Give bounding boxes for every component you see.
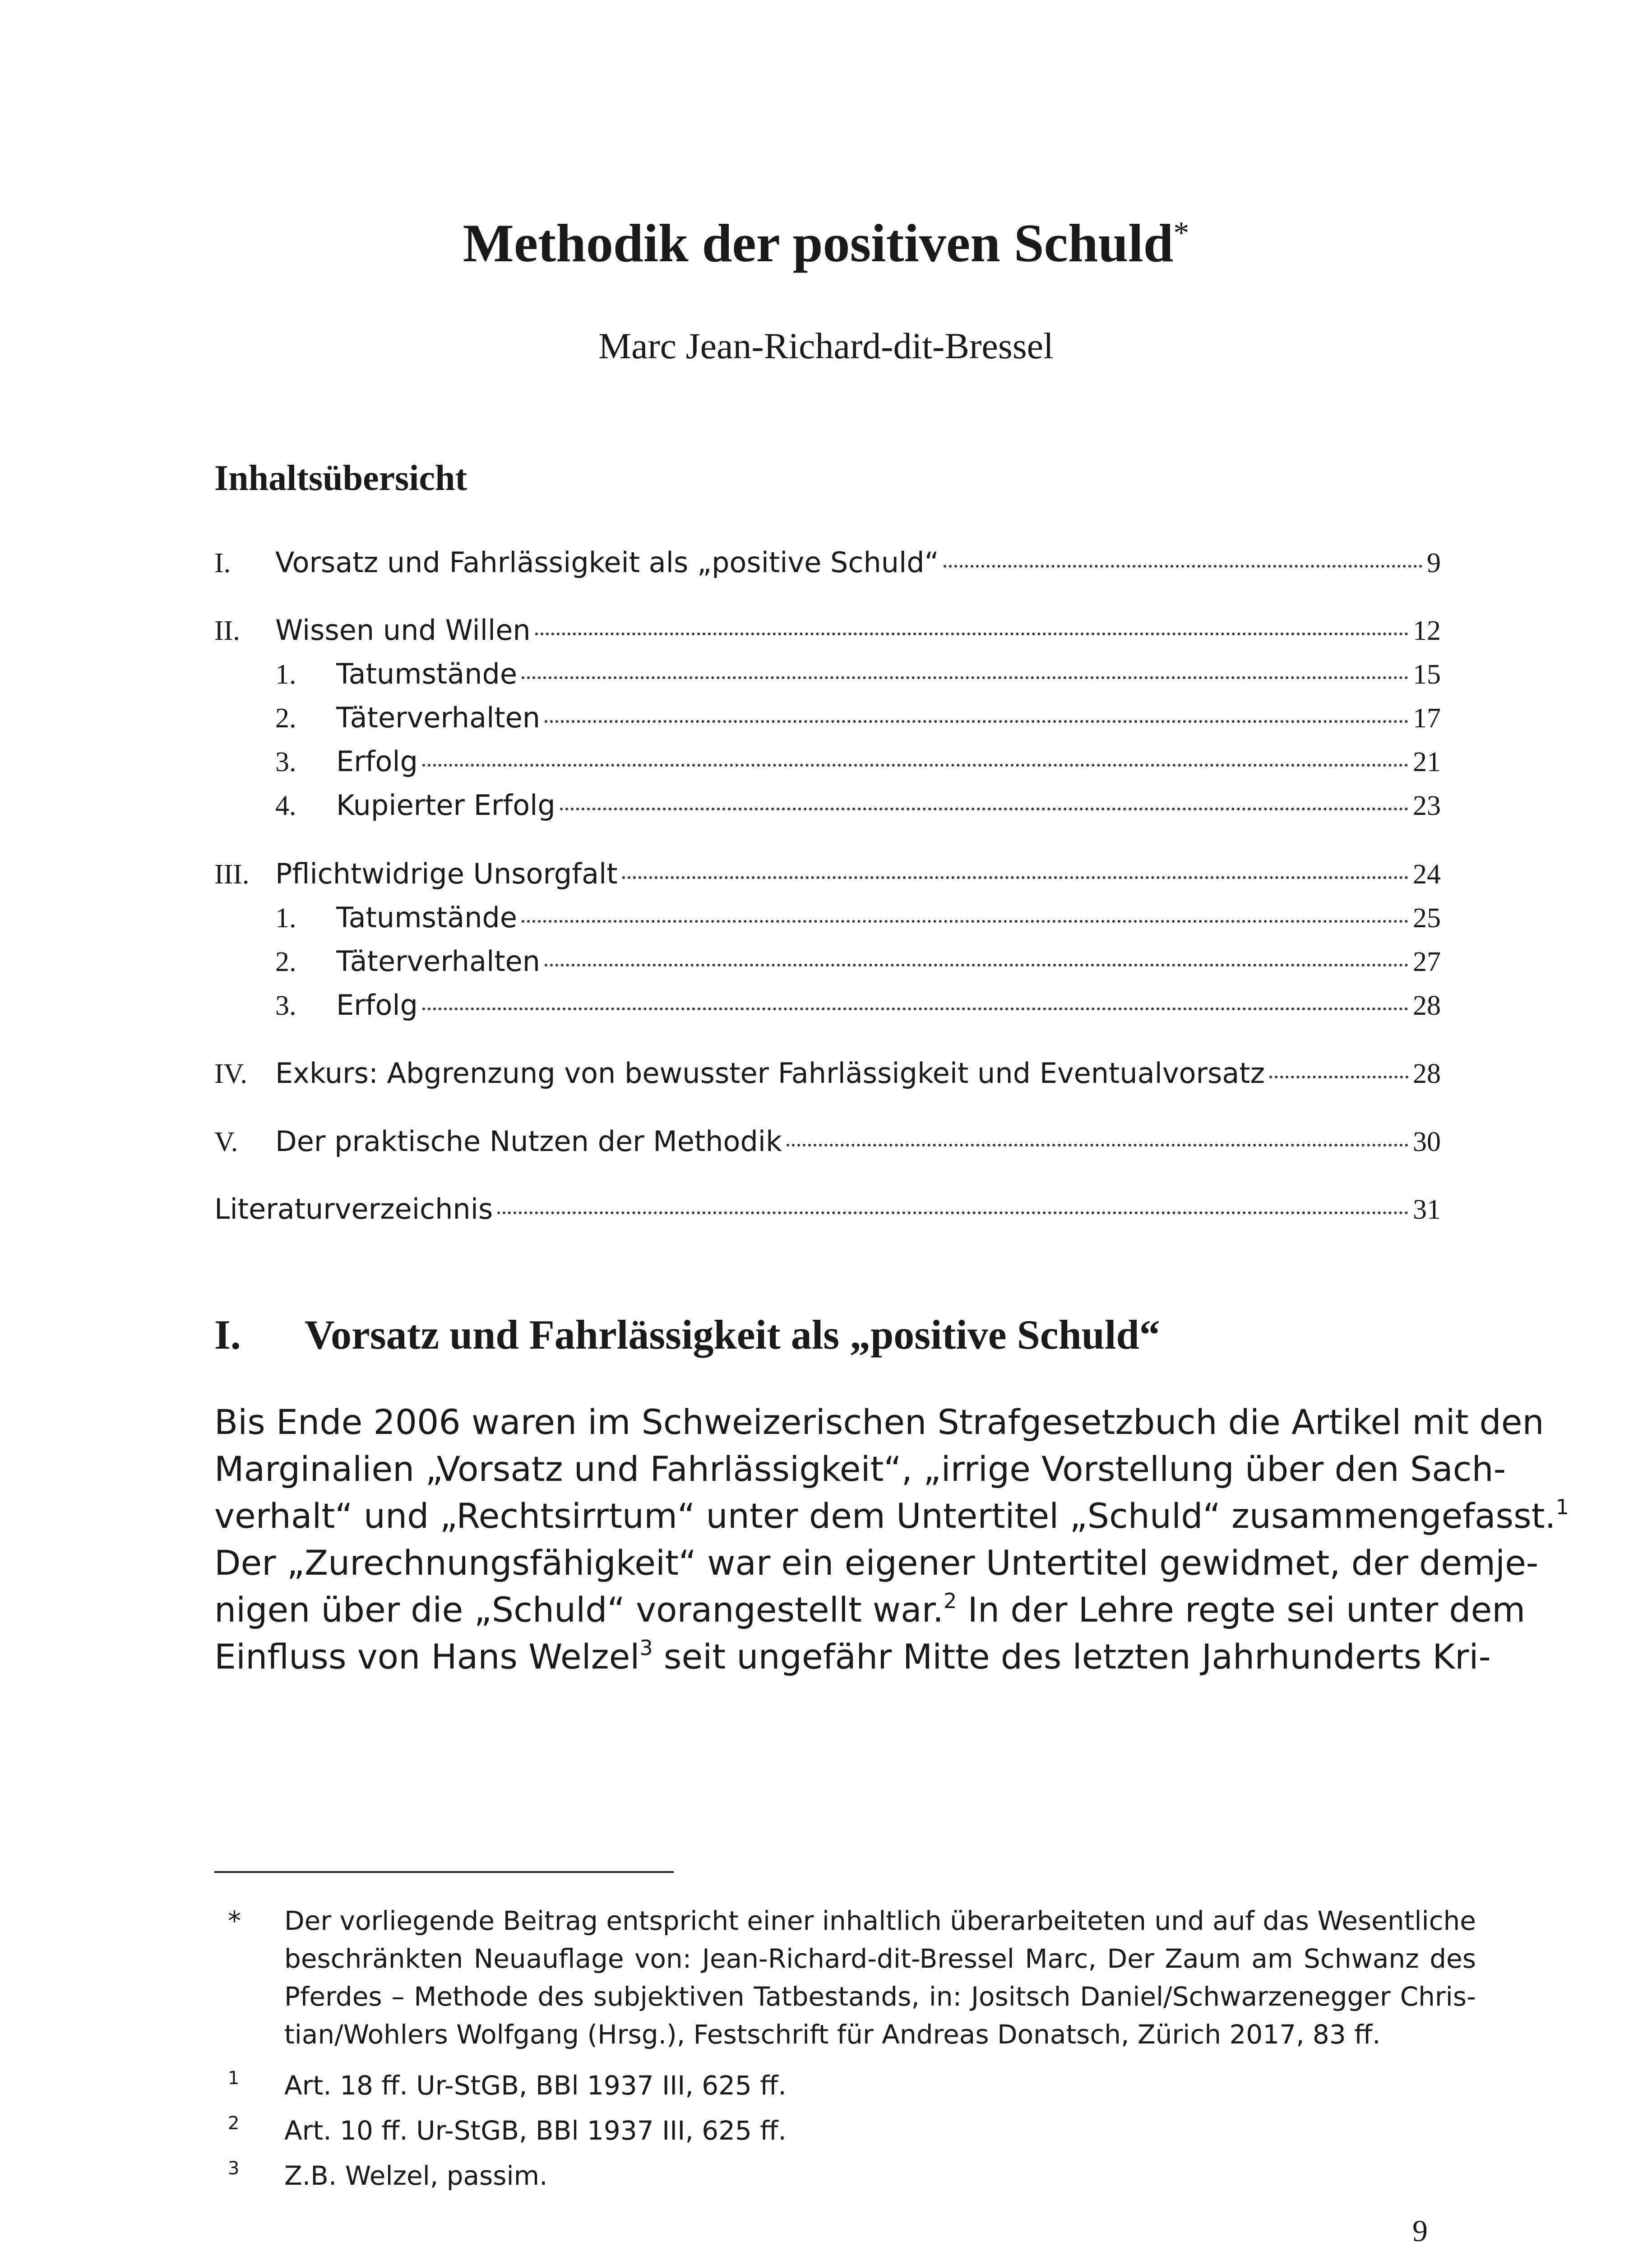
toc-entry-page: 12 [1413, 615, 1441, 646]
footnote-marker: * [228, 1905, 241, 1936]
toc-leader-dots [560, 808, 1408, 810]
toc-entry-number: 4. [275, 791, 296, 821]
toc-entry [214, 614, 1441, 650]
toc-entry-number: II. [214, 615, 240, 646]
toc-entry-label: Täterverhalten [336, 945, 541, 978]
footnote-reference[interactable]: 1 [1555, 1495, 1569, 1519]
toc-heading: Inhaltsübersicht [214, 458, 467, 498]
toc-entry [214, 546, 1441, 582]
title-text: Methodik der positiven Schuld [463, 213, 1174, 273]
toc-entry-label: Wissen und Willen [275, 614, 531, 647]
footnote-text: Art. 10 ff. Ur-StGB, BBl 1937 III, 625 ff. [284, 2115, 787, 2146]
section-number: I. [214, 1312, 241, 1358]
toc-entry-number: 2. [275, 947, 296, 977]
footnote-item [214, 2112, 1441, 2150]
footnote-text: Art. 18 ff. Ur-StGB, BBl 1937 III, 625 ff. [284, 2070, 787, 2101]
toc-leader-dots [545, 720, 1408, 723]
toc-entry-number: I. [214, 548, 231, 578]
toc-leader-dots [1269, 1076, 1408, 1078]
toc-entry-number: 2. [275, 703, 296, 734]
toc-entry-page: 17 [1413, 703, 1441, 734]
toc-subentry [275, 789, 1441, 825]
toc-entry-label: Vorsatz und Fahrlässigkeit als „positive Schuld“ [275, 546, 939, 579]
toc-leader-dots [944, 565, 1422, 568]
toc-entry-number: 1. [275, 659, 296, 690]
toc-subentry [275, 945, 1441, 981]
toc-entry-number: 1. [275, 903, 296, 934]
toc-leader-dots [422, 764, 1408, 767]
toc-entry-page: 24 [1413, 859, 1441, 890]
paragraph-line: Marginalien „Vorsatz und Fahrlässigkeit“, „irrige Vorstellung über den Sach- [214, 1449, 1506, 1489]
footnote-item [214, 2066, 1441, 2104]
toc-entry-page: 30 [1413, 1127, 1441, 1157]
footnote-item [214, 2157, 1441, 2195]
toc-leader-dots [622, 876, 1408, 879]
toc-entry-page: 9 [1427, 548, 1441, 578]
toc-entry [214, 1125, 1441, 1161]
footnote-marker: 2 [228, 2113, 240, 2134]
toc-entry-page: 28 [1413, 990, 1441, 1021]
toc-entry-label: Tatumstände [336, 901, 518, 934]
footnote-text: Der vorliegende Beitrag entspricht einer inhaltlich überarbeiteten und auf das Wesentliche beschränkten Neuauflage von: Jean-Richard-dit-Bressel Marc, Der Zaum am Schwanz des Pferdes – Methode des subjektiven Tatbestands, in: Jositsch Daniel/Schwarzenegger Chris- tian/Wohlers Wolfgang (Hrsg.), Festschrift für Andreas Donatsch, Zürich 2017, 83 ff. [284, 1905, 1476, 2050]
paragraph-line: Der „Zurechnungsfähigkeit“ war ein eigener Untertitel gewidmet, der demje- [214, 1543, 1539, 1583]
toc-entry-page: 28 [1413, 1059, 1441, 1089]
paragraph-line: Einfluss von Hans Welzel$^3$ seit ungefähr Mitte des letzten Jahrhunderts Kri- [214, 1636, 1491, 1677]
footnote-item [214, 1902, 1476, 2053]
toc-entry-label: Täterverhalten [336, 701, 541, 734]
footnote-text: Z.B. Welzel, passim. [284, 2160, 548, 2191]
footnote-separator [214, 1871, 674, 1873]
footnote-marker: 1 [228, 2068, 240, 2089]
toc-entry [214, 857, 1441, 893]
toc-entry-label: Pflichtwidrige Unsorgfalt [275, 857, 618, 890]
section-heading [214, 1311, 1160, 1359]
section-title: Vorsatz und Fahrlässigkeit als „positive Schuld“ [305, 1312, 1160, 1358]
title-footnote-mark: * [1173, 216, 1189, 250]
toc-entry-label: Kupierter Erfolg [336, 789, 555, 822]
toc-entry-label: Tatumstände [336, 657, 518, 690]
toc-leader-dots [522, 920, 1408, 923]
toc-leader-dots [422, 1008, 1408, 1010]
toc-entry-label: Der praktische Nutzen der Methodik [275, 1125, 782, 1158]
toc-entry-number: 3. [275, 990, 296, 1021]
article-title [0, 212, 1652, 274]
toc-subentry [275, 745, 1441, 781]
paragraph-line: nigen über die „Schuld“ vorangestellt war.$^2$ In der Lehre regte sei unter dem [214, 1589, 1526, 1630]
toc-entry-page: 25 [1413, 903, 1441, 934]
toc-entry-number: V. [214, 1127, 238, 1157]
toc-entry-page: 27 [1413, 947, 1441, 977]
footnote-marker: 3 [228, 2158, 240, 2179]
toc-entry-page: 15 [1413, 659, 1441, 690]
toc-leader-dots [545, 964, 1408, 966]
toc-entry-page: 23 [1413, 791, 1441, 821]
toc-entry-page: 31 [1413, 1194, 1441, 1225]
author-name: Marc Jean-Richard-dit-Bressel [598, 325, 1054, 366]
toc-entry-label: Erfolg [336, 745, 418, 778]
toc-entry-number: IV. [214, 1059, 247, 1089]
toc-entry-label: Literaturverzeichnis [214, 1193, 493, 1225]
toc-entry-page: 21 [1413, 747, 1441, 777]
toc-leader-dots [535, 633, 1408, 635]
body-paragraph [214, 1399, 1569, 1680]
paragraph-line: Bis Ende 2006 waren im Schweizerischen Strafgesetzbuch die Artikel mit den [214, 1402, 1544, 1442]
toc-subentry [275, 701, 1441, 737]
toc-entry [214, 1193, 1441, 1229]
toc-entry-number: 3. [275, 747, 296, 777]
toc-entry-label: Exkurs: Abgrenzung von bewusster Fahrlässigkeit und Eventualvorsatz [275, 1057, 1265, 1090]
toc-leader-dots [787, 1144, 1408, 1146]
page-number: 9 [1412, 2214, 1428, 2248]
footnote-reference[interactable]: 2 [944, 1589, 957, 1613]
toc-subentry [275, 901, 1441, 937]
toc-entry-number: III. [214, 859, 250, 890]
footnote-reference[interactable]: 3 [639, 1636, 653, 1660]
toc-entry-label: Erfolg [336, 989, 418, 1022]
toc-entry [214, 1057, 1441, 1093]
toc-subentry [275, 989, 1441, 1025]
toc-subentry [275, 657, 1441, 693]
toc-leader-dots [522, 676, 1408, 679]
paragraph-line: verhalt“ und „Rechtsirrtum“ unter dem Untertitel „Schuld“ zusammengefasst.$^1$ [214, 1495, 1569, 1536]
toc-leader-dots [497, 1211, 1408, 1214]
